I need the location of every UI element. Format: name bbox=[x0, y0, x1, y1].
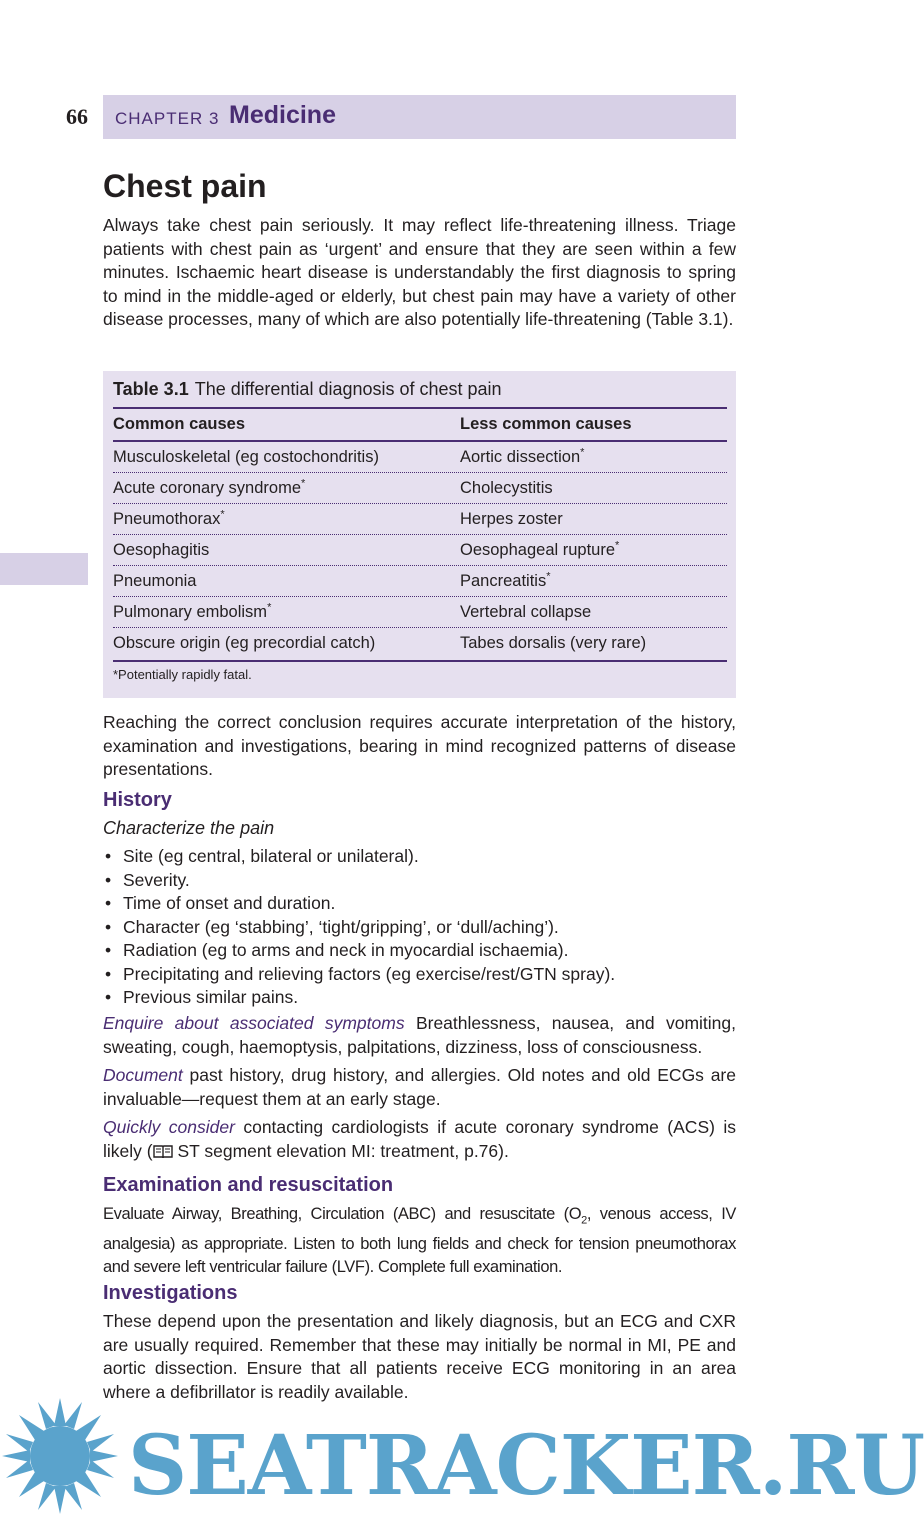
differential-table bbox=[103, 371, 736, 698]
list-item: • Radiation (eg to arms and neck in myocardial ischaemia). bbox=[103, 939, 736, 963]
table-row bbox=[113, 442, 727, 473]
list-item: • Site (eg central, bilateral or unilateral). bbox=[103, 845, 736, 869]
list-item: • Character (eg ‘stabbing’, ‘tight/gripping’, or ‘dull/aching’). bbox=[103, 916, 736, 940]
table-row bbox=[113, 628, 727, 659]
common-cause-cell: Oesophagitis bbox=[113, 541, 210, 559]
associated-symptoms-lead: Enquire about associated symptoms bbox=[103, 1013, 405, 1033]
list-item: • Previous similar pains. bbox=[103, 986, 736, 1010]
less-common-cause-cell: Vertebral collapse bbox=[460, 603, 592, 621]
chapter-header-band bbox=[103, 95, 736, 139]
table-caption-text: The differential diagnosis of chest pain bbox=[194, 379, 502, 399]
common-cause-cell: Musculoskeletal (eg costochondritis) bbox=[113, 448, 379, 466]
document-lead: Document bbox=[103, 1065, 183, 1085]
table-caption bbox=[113, 379, 502, 400]
history-heading: History bbox=[103, 789, 172, 811]
quickly-consider-text: contacting cardiologists if acute coronary syndrome (ACS) is likely ( bbox=[103, 1117, 736, 1161]
table-footnote: *Potentially rapidly fatal. bbox=[113, 667, 252, 682]
investigations-paragraph: These depend upon the presentation and likely diagnosis, but an ECG and CXR are usually required. Remember that these may initially be normal in MI, PE and aortic dissection. Ensure that all patients receive ECG monitoring in an area where a defibrillator is readily available. bbox=[103, 1311, 736, 1402]
common-cause-cell: Acute coronary syndrome* bbox=[113, 477, 306, 497]
less-common-cause-cell: Oesophageal rupture* bbox=[460, 539, 620, 559]
investigations-heading: Investigations bbox=[103, 1282, 238, 1304]
interpretation-paragraph: Reaching the correct conclusion requires accurate interpretation of the history, examination and investigations, bearing in mind recognized patterns of disease presentations. bbox=[103, 712, 736, 779]
document-text: past history, drug history, and allergies. Old notes and old ECGs are invaluable—request them at an early stage. bbox=[103, 1065, 736, 1109]
table-bottom-rule bbox=[113, 660, 727, 662]
characterize-pain-subheading: Characterize the pain bbox=[103, 818, 275, 838]
watermark-text: SEATRACKER.RU bbox=[128, 1418, 924, 1514]
quickly-consider-lead: Quickly consider bbox=[103, 1117, 235, 1137]
table-row bbox=[113, 473, 727, 504]
examination-heading: Examination and resuscitation bbox=[103, 1174, 394, 1196]
less-common-cause-cell: Herpes zoster bbox=[460, 510, 563, 528]
quickly-consider-text-2: ST segment elevation MI: treatment, p.76). bbox=[177, 1140, 509, 1161]
less-common-cause-cell: Pancreatitis* bbox=[460, 570, 551, 590]
less-common-cause-cell: Tabes dorsalis (very rare) bbox=[460, 634, 647, 652]
quickly-consider-paragraph bbox=[103, 1116, 736, 1163]
common-cause-cell: Pneumothorax* bbox=[113, 508, 225, 528]
header-less-common-causes: Less common causes bbox=[460, 415, 632, 433]
table-row bbox=[113, 504, 727, 535]
table-header-row bbox=[113, 411, 727, 439]
chapter-label: CHAPTER 3 bbox=[115, 109, 220, 128]
common-cause-cell: Pneumonia bbox=[113, 572, 197, 590]
common-cause-cell: Pulmonary embolism* bbox=[113, 601, 272, 621]
table-row bbox=[113, 535, 727, 566]
section-title: Chest pain bbox=[103, 168, 267, 204]
page-number: 66 bbox=[66, 104, 88, 129]
table-row bbox=[113, 597, 727, 628]
associated-symptoms-text: Breathlessness, nausea, and vomiting, sweating, cough, haemoptysis, palpitations, dizziness, loss of consciousness. bbox=[103, 1013, 737, 1057]
table-label: Table 3.1 bbox=[113, 379, 189, 399]
list-item: • Precipitating and relieving factors (eg exercise/rest/GTN spray). bbox=[103, 963, 736, 987]
pain-characteristics-list bbox=[103, 845, 736, 1010]
header-common-causes: Common causes bbox=[113, 415, 246, 433]
less-common-cause-cell: Cholecystitis bbox=[460, 479, 553, 497]
examination-paragraph: Evaluate Airway, Breathing, Circulation (ABC) and resuscitate ($O_2$, venous access, IV analgesia) as appropriate. Listen to both lung fields and check for tension pneumothorax and severe left ventricular failure (LVF). Complete full examination. bbox=[103, 1205, 736, 1277]
intro-paragraph: Always take chest pain seriously. It may reflect life-threatening illness. Triage patients with chest pain as ‘urgent’ and ensure that they are seen within a few minutes. Ischaemic heart disease is understandably the first diagnosis to spring to mind in the middle-aged or elderly, but chest pain may have a variety of other disease processes, many of which are also potentially life-threatening (Table 3.1). bbox=[103, 215, 736, 329]
table-top-rule bbox=[113, 407, 727, 409]
document-paragraph bbox=[103, 1064, 736, 1111]
list-item: • Severity. bbox=[103, 869, 736, 893]
less-common-cause-cell: Aortic dissection* bbox=[460, 446, 585, 466]
table-row bbox=[113, 566, 727, 597]
cross-reference-book-icon bbox=[153, 1144, 173, 1159]
list-item: • Time of onset and duration. bbox=[103, 892, 736, 916]
side-thumb-tab bbox=[0, 553, 88, 585]
chapter-title: Medicine bbox=[229, 101, 336, 129]
common-cause-cell: Obscure origin (eg precordial catch) bbox=[113, 634, 376, 652]
associated-symptoms-paragraph bbox=[103, 1012, 736, 1059]
